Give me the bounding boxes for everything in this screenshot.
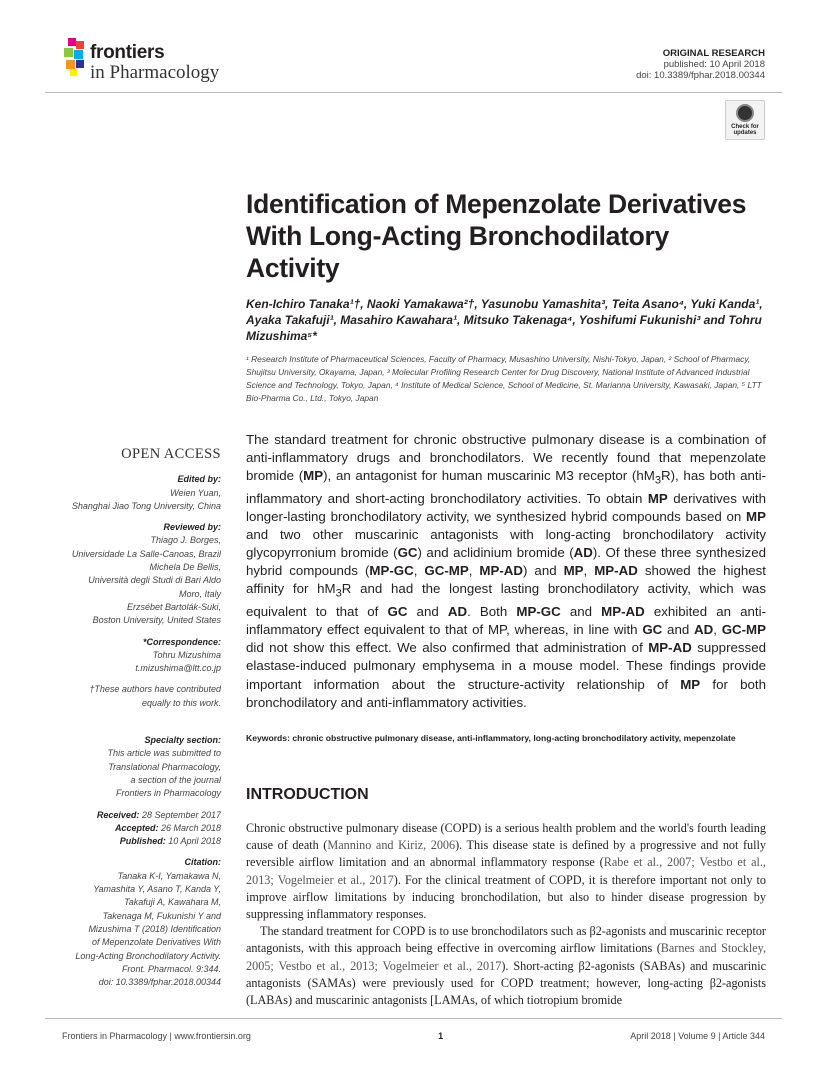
compound-name: AD <box>573 545 593 561</box>
equal-contribution-note <box>40 683 221 710</box>
date-label: Published: <box>119 836 166 847</box>
compound-name: MP <box>647 490 668 506</box>
text-segment: The standard treatment for COPD is to use bronchodilators such as β2-agonists and muscarinic receptor antagonists, with this approach being effective in overcoming airflow limitations ( <box>246 924 766 956</box>
compound-name: AD <box>694 622 714 638</box>
sidebar-line: Erzsébet Bartolák-Suki, <box>126 601 221 612</box>
text-segment: and <box>662 622 694 638</box>
frontiers-logo-icon <box>62 38 88 78</box>
dates <box>40 809 221 849</box>
compound-name: MP <box>563 563 584 579</box>
journal-logo <box>62 36 242 86</box>
sidebar-line: Takafuji A, Kawahara M, <box>124 897 221 908</box>
citation-heading: Citation: <box>184 857 221 868</box>
compound-name: GC-MP <box>721 622 767 638</box>
compound-name: GC <box>642 622 663 638</box>
text-segment: R and had the longest lasting bronchodilatory activity, which was equivalent to that of <box>246 581 766 620</box>
article-type: ORIGINAL RESEARCH <box>662 48 765 59</box>
reviewed-by-heading: Reviewed by: <box>163 522 221 533</box>
sidebar-line[interactable]: t.mizushima@ltt.co.jp <box>135 663 221 674</box>
sidebar-line: of Mepenzolate Derivatives With <box>92 937 221 948</box>
keywords: Keywords: chronic obstructive pulmonary disease, anti-inflammatory, long-acting bronchodilatory activity, mepenzolate <box>246 733 736 743</box>
journal-name-line1: frontiers <box>90 42 165 63</box>
text-segment: R), has both anti-inflammatory and short-acting bronchodilatory activities. To obtain <box>246 468 766 506</box>
compound-name: GC <box>397 545 418 561</box>
footer-divider <box>45 1018 782 1019</box>
citation-link[interactable]: Mannino and Kiriz, 2006 <box>327 838 456 853</box>
compound-name: MP <box>746 509 766 525</box>
badge-label: Check for updates <box>731 124 759 136</box>
doi[interactable]: doi: 10.3389/fphar.2018.00344 <box>636 70 765 81</box>
text-segment: ) and <box>523 563 564 579</box>
text-segment: and <box>407 604 448 620</box>
sidebar-line: Thiago J. Borges, <box>150 535 221 546</box>
sidebar-line: Weien Yuan, <box>170 487 221 498</box>
text-segment: , <box>413 563 425 579</box>
sidebar-line: †These authors have contributed <box>89 684 221 695</box>
introduction-heading: INTRODUCTION <box>246 786 369 803</box>
text-segment: ). For the clinical treatment of COPD, it is therefore important not only to improve airflow limitations by inducing bronchodilation, but also to hinder disease progression by suppressing inflammatory responses. <box>246 872 766 922</box>
text-segment: showed the highest affinity for hM <box>246 563 766 597</box>
affiliations: ¹ Research Institute of Pharmaceutical Sciences, Faculty of Pharmacy, Musashino University, Nishi-Tokyo, Japan, ² School of Pharmacy, Shujitsu University, Okayama, Japan, ³ Molecular Profiling Research Center for Drug Discovery, National Institute of Advanced Industrial Science and Technology, Tokyo, Japan, ⁴ Institute of Medical Science, School of Medicine, St. Marianna University, Kawasaki, Japan, ⁵ LTT Bio-Pharma Co., Ltd., Tokyo, Japan <box>246 354 762 403</box>
text-segment: did not show this effect. We also confirmed that administration of <box>246 640 649 656</box>
sidebar-line: Translational Pharmacology, <box>108 761 221 772</box>
text-segment: derivatives with longer-lasting bronchodilatory activity, we synthesized hybrid compounds based on <box>246 490 766 525</box>
date-label: Accepted: <box>114 822 159 833</box>
date-published <box>40 835 221 848</box>
sidebar-line: Università degli Studi di Bari Aldo <box>88 575 221 586</box>
author-list: Ken-Ichiro Tanaka¹†, Naoki Yamakawa²†, Yasunobu Yamashita³, Teita Asano⁴, Yuki Kanda¹, Ayaka Takafuji¹, Masahiro Kawahara¹, Mitsuko Takenaga⁴, Yoshifumi Fukunishi³ and Tohru Mizushima⁵* <box>246 297 763 343</box>
specialty-heading: Specialty section: <box>144 735 221 746</box>
sidebar-line: Michela De Bellis, <box>149 562 221 573</box>
compound-name: MP-GC <box>369 563 414 579</box>
published-date: published: 10 April 2018 <box>663 59 765 70</box>
date-accepted <box>40 822 221 835</box>
compound-name: GC-MP <box>424 563 469 579</box>
text-segment: ), an antagonist for human muscarinic M3 receptor (hM <box>323 468 655 484</box>
correspondence <box>40 636 221 676</box>
sidebar-line: equally to this work. <box>141 697 221 708</box>
date-value: 28 September 2017 <box>139 809 221 820</box>
sidebar-line: Boston University, United States <box>92 615 221 626</box>
citation-link[interactable]: Rabe et al., 2007; Vestbo et al., 2013; Vogelmeier et al., 2017 <box>246 855 766 887</box>
date-value: 10 April 2018 <box>165 836 221 847</box>
text-segment: , <box>583 563 595 579</box>
intro-paragraph <box>246 820 766 923</box>
intro-paragraph <box>246 923 766 1009</box>
sidebar-line: doi: 10.3389/fphar.2018.00344 <box>98 977 221 988</box>
date-value: 26 March 2018 <box>158 822 221 833</box>
text-segment: , <box>713 622 722 638</box>
sidebar <box>40 448 221 997</box>
header-divider <box>45 92 782 93</box>
compound-name: MP <box>303 468 324 484</box>
sidebar-line: Tanaka K-I, Yamakawa N, <box>117 870 221 881</box>
correspondence-heading: *Correspondence: <box>142 636 221 647</box>
text-segment: 3 <box>335 588 342 601</box>
check-for-updates-button[interactable] <box>725 100 765 140</box>
sidebar-line: Universidade La Salle-Canoas, Brazil <box>71 548 221 559</box>
citation <box>40 856 221 989</box>
sidebar-line: a section of the journal <box>130 774 221 785</box>
sidebar-line: Moro, Italy <box>178 588 221 599</box>
text-segment: The standard treatment for chronic obstructive pulmonary disease is a combination of anti-inflammatory drugs and bronchodilators. We recently found that mepenzolate bromide ( <box>246 432 766 484</box>
compound-name: GC <box>387 604 408 620</box>
open-access-label: OPEN ACCESS <box>121 446 221 462</box>
text-segment: for both bronchodilatory and anti-inflammatory activities. <box>246 676 766 710</box>
text-segment: ). Short-acting β2-agonists (SABAs) and muscarinic antagonists (SAMAs) were previously used for COPD treatment; however, long-acting β2-agonists (LABAs) and muscarinic antagonists [LAMAs, of which tiotropium bromide <box>246 958 766 1008</box>
text-segment: 3 <box>654 474 661 487</box>
compound-name: AD <box>447 604 468 620</box>
sidebar-line: Frontiers in Pharmacology <box>115 788 221 799</box>
text-segment: Chronic obstructive pulmonary disease (COPD) is a serious health problem and the world's fourth leading cause of death ( <box>246 821 766 853</box>
page-number: 1 <box>438 1031 444 1041</box>
article-meta-header <box>636 48 765 81</box>
text-segment: suppressed elastase-induced pulmonary emphysema in a mouse model. These findings provide important information about the structure-activity relationship of <box>246 640 766 692</box>
text-segment: exhibited an anti-inflammatory effect equivalent to that of MP, whereas, in line with <box>246 604 767 638</box>
sidebar-line: Mizushima T (2018) Identification <box>88 923 221 934</box>
page-footer <box>62 1031 765 1041</box>
check-updates-icon <box>736 104 754 122</box>
sidebar-line: Takenaga M, Fukunishi Y and <box>102 910 221 921</box>
text-segment: . Both <box>467 604 517 620</box>
date-received <box>40 809 221 822</box>
footer-journal[interactable]: Frontiers in Pharmacology | www.frontiersin.org <box>62 1031 251 1041</box>
compound-name: MP-AD <box>594 563 638 579</box>
text-segment: ). This disease state is defined by a progressive and not fully reversible airflow limitation and an abnormal inflammatory response ( <box>246 838 766 870</box>
footer-issue: April 2018 | Volume 9 | Article 344 <box>630 1031 765 1041</box>
compound-name: MP <box>680 676 701 692</box>
text-segment: , <box>468 563 480 579</box>
compound-name: MP-AD <box>601 604 645 620</box>
citation-link[interactable]: Barnes and Stockley, 2005; Vestbo et al., 2013; Vogelmeier et al., 2017 <box>246 941 766 973</box>
date-label: Received: <box>96 809 140 820</box>
specialty-section <box>40 734 221 800</box>
edited-by-heading: Edited by: <box>177 474 221 485</box>
sidebar-line: Front. Pharmacol. 9:344. <box>121 963 221 974</box>
journal-name-line2: in Pharmacology <box>90 62 220 83</box>
sidebar-line: Shanghai Jiao Tong University, China <box>71 500 221 511</box>
abstract <box>246 431 766 712</box>
edited-by <box>40 473 221 513</box>
sidebar-line: Tohru Mizushima <box>152 649 221 660</box>
text-segment: and <box>560 604 602 620</box>
reviewed-by <box>40 521 221 627</box>
compound-name: MP-AD <box>648 640 692 656</box>
text-segment: ). Of these three synthesized hybrid compounds ( <box>246 545 766 579</box>
sidebar-line: This article was submitted to <box>107 748 221 759</box>
compound-name: MP-AD <box>479 563 523 579</box>
sidebar-line: Yamashita Y, Asano T, Kanda Y, <box>93 884 221 895</box>
compound-name: MP-GC <box>516 604 561 620</box>
text-segment: and two other muscarinic antagonists with long-acting bronchodilatory activity glycopyrronium bromide ( <box>246 527 766 561</box>
text-segment: ) and aclidinium bromide ( <box>417 545 574 561</box>
article-title: Identification of Mepenzolate Derivatives With Long-Acting Bronchodilatory Activity <box>246 189 747 283</box>
introduction-body <box>246 820 766 1009</box>
sidebar-line: Long-Acting Bronchodilatory Activity. <box>75 950 221 961</box>
